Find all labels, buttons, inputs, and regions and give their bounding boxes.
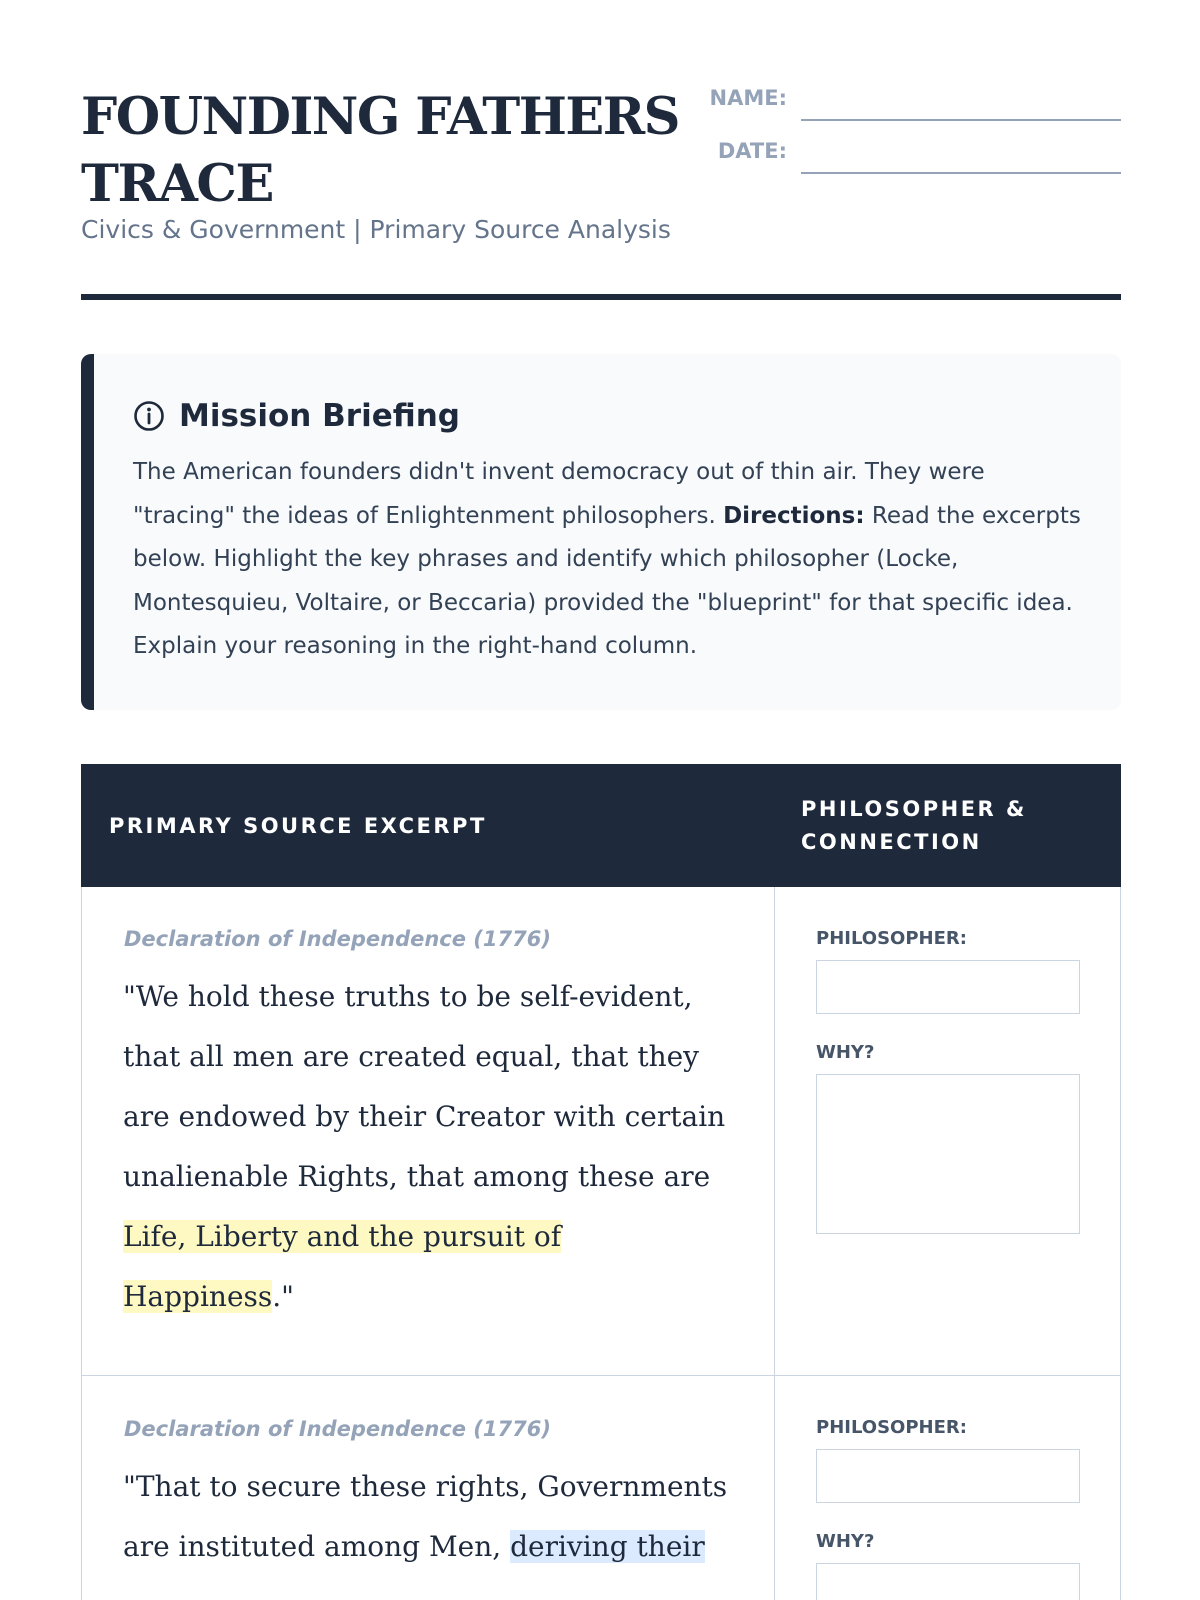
why-label: WHY?: [816, 1531, 875, 1552]
why-label: WHY?: [816, 1042, 875, 1063]
briefing-title: Mission Briefing: [179, 398, 460, 434]
excerpt-quote: [123, 967, 738, 1327]
briefing-intro: The American founders didn't invent democracy out of thin air. They were "tracing" the ideas of Enlightenment philosophers.: [133, 459, 985, 529]
quote-text-end: .": [272, 1280, 295, 1313]
page-title: FOUNDING FATHERS TRACE: [81, 87, 679, 214]
analysis-table: [81, 764, 1121, 1600]
briefing-text: [133, 451, 1083, 669]
date-line[interactable]: [801, 172, 1121, 174]
column-header-philosopher: PHILOSOPHER & CONNECTION: [801, 797, 1027, 854]
philosopher-input[interactable]: [816, 1449, 1080, 1503]
date-label: DATE:: [717, 139, 787, 163]
directions-label: Directions:: [723, 502, 865, 529]
info-icon: [133, 400, 165, 432]
header-divider: [81, 294, 1121, 300]
highlighted-phrase: Life, Liberty and the pursuit of Happiness: [123, 1220, 562, 1313]
column-divider: [774, 1376, 775, 1600]
quote-text: "We hold these truths to be self-evident, that all men are created equal, that they are endowed by their Creator with certain unalienable Rights, that among these are: [123, 980, 726, 1193]
mission-briefing: [81, 354, 1121, 710]
briefing-heading: [133, 396, 460, 436]
briefing-accent-bar: [81, 354, 94, 710]
excerpt-quote: [123, 1457, 738, 1577]
source-citation: Declaration of Independence (1776): [124, 927, 551, 951]
quote-text: "That to secure these rights, Governments are instituted among Men,: [123, 1470, 728, 1563]
page-subtitle: Civics & Government | Primary Source Analysis: [81, 215, 671, 244]
column-header-excerpt: PRIMARY SOURCE EXCERPT: [109, 813, 487, 838]
table-header: [81, 764, 1121, 887]
source-citation: Declaration of Independence (1776): [124, 1417, 551, 1441]
philosopher-label: PHILOSOPHER:: [816, 928, 967, 949]
name-field[interactable]: [701, 84, 1121, 124]
name-label: NAME:: [709, 86, 787, 110]
table-row: [81, 1376, 1121, 1600]
why-textarea[interactable]: [816, 1074, 1080, 1234]
date-field[interactable]: [701, 137, 1121, 177]
column-divider: [774, 887, 775, 1375]
briefing-directions: Read the excerpts below. Highlight the key phrases and identify which philosopher (Locke, Montesquieu, Voltaire, or Beccaria) provided the "blueprint" for that specific idea. Explain your reasoning in the right-hand column.: [133, 502, 1081, 659]
name-line[interactable]: [801, 119, 1121, 121]
why-textarea[interactable]: [816, 1563, 1080, 1600]
worksheet-header: [81, 84, 1121, 302]
philosopher-input[interactable]: [816, 960, 1080, 1014]
philosopher-label: PHILOSOPHER:: [816, 1417, 967, 1438]
highlighted-phrase: deriving their: [510, 1530, 705, 1563]
table-row: [81, 887, 1121, 1376]
